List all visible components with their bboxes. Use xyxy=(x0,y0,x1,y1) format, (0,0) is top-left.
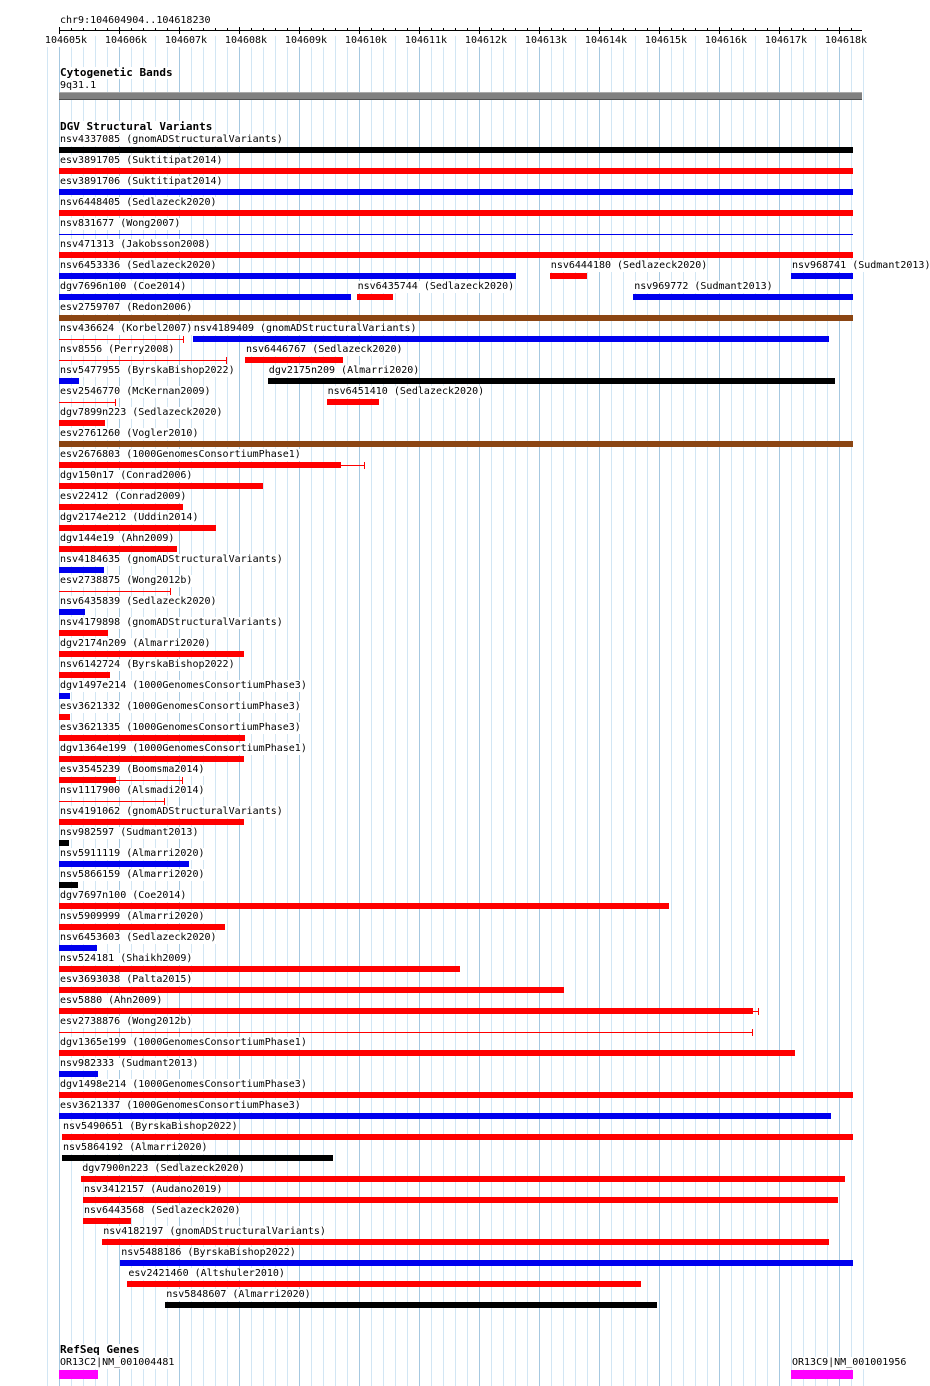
ruler-tick xyxy=(83,28,84,31)
variant-label[interactable]: esv3545239 (Boomsma2014) xyxy=(60,764,205,775)
variant-bar[interactable] xyxy=(59,360,227,361)
variant-bar[interactable] xyxy=(550,273,587,279)
ruler-tick xyxy=(827,28,828,31)
ruler-tick xyxy=(371,28,372,31)
ruler-tick xyxy=(443,28,444,31)
ruler-tick-label: 104608k xyxy=(224,35,268,46)
variant-bar[interactable] xyxy=(59,987,564,993)
variant-label[interactable]: esv3891705 (Suktitipat2014) xyxy=(60,155,223,166)
variant-label[interactable]: nsv6453336 (Sedlazeck2020) xyxy=(60,260,217,271)
ruler-tick xyxy=(299,27,300,34)
variant-bar[interactable] xyxy=(633,294,853,300)
variant-bar[interactable] xyxy=(59,735,245,741)
variant-bar[interactable] xyxy=(59,294,351,300)
cytoband-bar[interactable] xyxy=(59,92,862,100)
variant-bar[interactable] xyxy=(59,693,70,699)
location-label: chr9:104604904..104618230 xyxy=(60,15,211,26)
ruler-tick-label: 104614k xyxy=(584,35,628,46)
ruler-tick xyxy=(287,28,288,31)
ruler-tick xyxy=(71,28,72,31)
variant-bar[interactable] xyxy=(59,1071,98,1077)
ruler-tick xyxy=(395,28,396,31)
variant-bar[interactable] xyxy=(59,1092,853,1098)
ruler-tick-label: 104617k xyxy=(764,35,808,46)
variant-label[interactable]: esv5880 (Ahn2009) xyxy=(60,995,163,1006)
ruler-tick xyxy=(311,28,312,31)
ruler-tick xyxy=(455,28,456,31)
variant-bar[interactable] xyxy=(59,567,104,573)
variant-bar[interactable] xyxy=(102,1239,829,1245)
variant-label[interactable]: nsv6444180 (Sedlazeck2020) xyxy=(550,260,708,271)
variant-label[interactable]: nsv1117900 (Alsmadi2014) xyxy=(60,785,205,796)
ruler-tick-label: 104612k xyxy=(464,35,508,46)
variant-bar[interactable] xyxy=(59,882,78,888)
variant-bar[interactable] xyxy=(268,378,835,384)
variant-label[interactable]: nsv4179898 (gnomADStructuralVariants) xyxy=(60,617,283,628)
variant-label[interactable]: esv2738875 (Wong2012b) xyxy=(60,575,193,586)
variant-bar[interactable] xyxy=(791,273,853,279)
variant-bar[interactable] xyxy=(59,756,244,762)
variant-label[interactable]: dgv2174e212 (Uddin2014) xyxy=(60,512,199,523)
variant-label[interactable]: nsv6453603 (Sedlazeck2020) xyxy=(60,932,217,943)
variant-bar-end xyxy=(182,777,183,784)
ruler-tick xyxy=(275,28,276,31)
variant-label[interactable]: dgv150n17 (Conrad2006) xyxy=(60,470,193,481)
variant-bar[interactable] xyxy=(59,591,171,592)
variant-label[interactable]: nsv5490651 (ByrskaBishop2022) xyxy=(63,1121,238,1132)
ruler-tick xyxy=(503,28,504,31)
ruler-tick xyxy=(731,28,732,31)
variant-bar-end xyxy=(164,798,165,805)
variant-bar[interactable] xyxy=(165,1302,657,1308)
variant-label[interactable]: nsv3412157 (Audano2019) xyxy=(84,1184,223,1195)
variant-label[interactable]: nsv6435839 (Sedlazeck2020) xyxy=(60,596,217,607)
variant-label[interactable]: nsv968741 (Sudmant2013) xyxy=(792,260,930,271)
variant-label[interactable]: esv2738876 (Wong2012b) xyxy=(60,1016,193,1027)
ruler-tick xyxy=(419,27,420,34)
gene-label[interactable]: OR13C2|NM_001004481 xyxy=(60,1357,175,1368)
ruler-tick xyxy=(755,28,756,31)
ruler-tick xyxy=(599,27,600,34)
ruler-tick xyxy=(95,28,96,31)
variant-label[interactable]: nsv6446767 (Sedlazeck2020) xyxy=(246,344,403,355)
ruler-tick xyxy=(107,28,108,31)
ruler-tick-label: 104605k xyxy=(44,35,88,46)
variant-bar-end xyxy=(170,588,171,595)
variant-bar[interactable] xyxy=(81,1176,845,1182)
variant-bar[interactable] xyxy=(59,504,183,510)
variant-label[interactable]: nsv4191062 (gnomADStructuralVariants) xyxy=(60,806,283,817)
variant-label[interactable]: nsv6448405 (Sedlazeck2020) xyxy=(60,197,217,208)
variant-bar-extension[interactable] xyxy=(341,465,365,466)
variant-bar[interactable] xyxy=(59,339,184,340)
variant-label[interactable]: dgv1364e199 (1000GenomesConsortiumPhase1) xyxy=(60,743,307,754)
ruler-tick xyxy=(719,27,720,34)
ruler-tick xyxy=(839,27,840,34)
ruler-tick xyxy=(251,28,252,31)
variant-label[interactable]: dgv7697n100 (Coe2014) xyxy=(60,890,187,901)
ruler-tick xyxy=(611,28,612,31)
variant-label[interactable]: esv3621337 (1000GenomesConsortiumPhase3) xyxy=(60,1100,301,1111)
ruler-tick xyxy=(551,28,552,31)
variant-label[interactable]: nsv831677 (Wong2007) xyxy=(60,218,181,229)
ruler-tick xyxy=(203,28,204,31)
variant-label[interactable]: esv3621332 (1000GenomesConsortiumPhase3) xyxy=(60,701,301,712)
variant-label[interactable]: nsv6435744 (Sedlazeck2020) xyxy=(357,281,515,292)
variant-bar[interactable] xyxy=(120,1260,853,1266)
variant-label[interactable]: dgv1498e214 (1000GenomesConsortiumPhase3) xyxy=(60,1079,307,1090)
variant-label[interactable]: dgv1365e199 (1000GenomesConsortiumPhase1) xyxy=(60,1037,307,1048)
variant-bar[interactable] xyxy=(327,399,379,405)
variant-bar-end xyxy=(226,357,227,364)
gene-bar[interactable] xyxy=(791,1370,853,1379)
variant-label[interactable]: esv3621335 (1000GenomesConsortiumPhase3) xyxy=(60,722,301,733)
variant-bar[interactable] xyxy=(62,1134,853,1140)
gene-label[interactable]: OR13C9|NM_001001956 xyxy=(792,1357,907,1368)
ruler-tick xyxy=(431,28,432,31)
variant-label[interactable]: nsv982597 (Sudmant2013) xyxy=(60,827,199,838)
variant-bar[interactable] xyxy=(59,252,853,258)
variant-label[interactable]: esv2761260 (Vogler2010) xyxy=(60,428,199,439)
variant-label[interactable]: nsv5477955 (ByrskaBishop2022) xyxy=(60,365,235,376)
ruler-tick xyxy=(491,28,492,31)
variant-label[interactable]: nsv5866159 (Almarri2020) xyxy=(60,869,205,880)
ruler-tick xyxy=(407,28,408,31)
variant-bar[interactable] xyxy=(62,1155,333,1161)
variant-bar[interactable] xyxy=(59,903,669,909)
ruler-tick-label: 104609k xyxy=(284,35,328,46)
dgv-track-title: DGV Structural Variants xyxy=(60,120,213,133)
ruler-tick-label: 104610k xyxy=(344,35,388,46)
variant-label[interactable]: nsv436624 (Korbel2007) xyxy=(60,323,193,334)
variant-bar[interactable] xyxy=(59,189,853,195)
ruler-tick xyxy=(167,28,168,31)
ruler-tick xyxy=(515,28,516,31)
ruler-tick-label: 104611k xyxy=(404,35,448,46)
variant-label[interactable]: esv22412 (Conrad2009) xyxy=(60,491,187,502)
ruler-tick xyxy=(179,27,180,34)
ruler-tick-label: 104616k xyxy=(704,35,748,46)
variant-label[interactable]: esv2759707 (Redon2006) xyxy=(60,302,193,313)
gene-bar[interactable] xyxy=(59,1370,98,1379)
ruler-tick xyxy=(59,27,60,34)
variant-bar[interactable] xyxy=(59,441,853,447)
cytoband-track-title: Cytogenetic Bands xyxy=(60,66,173,79)
variant-label[interactable]: nsv4184635 (gnomADStructuralVariants) xyxy=(60,554,283,565)
variant-label[interactable]: dgv1497e214 (1000GenomesConsortiumPhase3) xyxy=(60,680,307,691)
variant-bar-end xyxy=(364,462,365,469)
variant-bar[interactable] xyxy=(59,801,165,802)
variant-bar-end xyxy=(752,1029,753,1036)
variant-bar[interactable] xyxy=(59,1050,795,1056)
ruler-tick xyxy=(575,28,576,31)
variant-label[interactable]: dgv144e19 (Ahn2009) xyxy=(60,533,175,544)
variant-label[interactable]: nsv5864192 (Almarri2020) xyxy=(63,1142,208,1153)
ruler-tick xyxy=(791,28,792,31)
variant-label[interactable]: nsv6443568 (Sedlazeck2020) xyxy=(84,1205,241,1216)
ruler-tick xyxy=(635,28,636,31)
ruler-tick xyxy=(695,28,696,31)
variant-bar[interactable] xyxy=(59,819,244,825)
ruler-tick xyxy=(779,27,780,34)
variant-bar[interactable] xyxy=(59,273,516,279)
variant-label[interactable]: nsv8556 (Perry2008) xyxy=(60,344,175,355)
variant-label[interactable]: nsv524181 (Shaikh2009) xyxy=(60,953,193,964)
variant-label[interactable]: nsv5848607 (Almarri2020) xyxy=(166,1289,311,1300)
ruler-tick xyxy=(119,27,120,34)
ruler-tick xyxy=(347,28,348,31)
variant-bar[interactable] xyxy=(59,630,108,636)
variant-bar[interactable] xyxy=(59,234,853,235)
ruler-tick xyxy=(215,28,216,31)
variant-bar[interactable] xyxy=(193,336,829,342)
ruler-tick xyxy=(191,28,192,31)
refseq-track-title: RefSeq Genes xyxy=(60,1343,140,1356)
variant-label[interactable]: nsv4337085 (gnomADStructuralVariants) xyxy=(60,134,283,145)
variant-bar[interactable] xyxy=(59,1032,753,1033)
variant-bar[interactable] xyxy=(59,378,79,384)
variant-bar[interactable] xyxy=(59,462,341,468)
ruler-tick xyxy=(263,28,264,31)
variant-bar[interactable] xyxy=(59,651,244,657)
ruler-tick xyxy=(707,28,708,31)
variant-label[interactable]: nsv4189409 (gnomADStructuralVariants) xyxy=(193,323,417,334)
ruler-tick-label: 104618k xyxy=(824,35,868,46)
ruler-tick xyxy=(383,28,384,31)
ruler-tick-label: 104615k xyxy=(644,35,688,46)
variant-label[interactable]: dgv7899n223 (Sedlazeck2020) xyxy=(60,407,223,418)
variant-label[interactable]: nsv5909999 (Almarri2020) xyxy=(60,911,205,922)
variant-bar[interactable] xyxy=(59,315,853,321)
ruler-tick xyxy=(563,28,564,31)
variant-label[interactable]: nsv5488186 (ByrskaBishop2022) xyxy=(121,1247,296,1258)
variant-label[interactable]: dgv2174n209 (Almarri2020) xyxy=(60,638,211,649)
cytoband-label: 9q31.1 xyxy=(60,80,97,91)
variant-bar[interactable] xyxy=(83,1197,838,1203)
variant-bar[interactable] xyxy=(59,777,116,783)
variant-label[interactable]: dgv7696n100 (Coe2014) xyxy=(60,281,187,292)
variant-bar[interactable] xyxy=(59,609,85,615)
variant-label[interactable]: esv3693038 (Palta2015) xyxy=(60,974,193,985)
variant-bar[interactable] xyxy=(59,924,225,930)
variant-bar[interactable] xyxy=(59,525,216,531)
ruler-tick xyxy=(767,28,768,31)
ruler-tick xyxy=(803,28,804,31)
ruler-tick xyxy=(743,28,744,31)
variant-bar[interactable] xyxy=(59,1113,831,1119)
variant-bar[interactable] xyxy=(59,966,460,972)
ruler-tick xyxy=(479,27,480,34)
variant-label[interactable]: dgv7900n223 (Sedlazeck2020) xyxy=(82,1163,245,1174)
ruler-tick xyxy=(323,28,324,31)
variant-label[interactable]: esv3891706 (Suktitipat2014) xyxy=(60,176,223,187)
ruler-tick xyxy=(671,28,672,31)
ruler-tick xyxy=(587,28,588,31)
variant-label[interactable]: nsv471313 (Jakobsson2008) xyxy=(60,239,211,250)
variant-label[interactable]: esv2676803 (1000GenomesConsortiumPhase1) xyxy=(60,449,301,460)
variant-bar[interactable] xyxy=(59,420,105,426)
variant-label[interactable]: dgv2175n209 (Almarri2020) xyxy=(268,365,420,376)
ruler-tick xyxy=(131,28,132,31)
variant-bar[interactable] xyxy=(59,861,189,867)
variant-label[interactable]: nsv5911119 (Almarri2020) xyxy=(60,848,205,859)
ruler-tick xyxy=(155,28,156,31)
ruler-tick xyxy=(239,27,240,34)
ruler-tick xyxy=(539,27,540,34)
variant-label[interactable]: nsv982333 (Sudmant2013) xyxy=(60,1058,199,1069)
ruler-tick-label: 104607k xyxy=(164,35,208,46)
ruler-tick xyxy=(359,27,360,34)
variant-label[interactable]: nsv4182197 (gnomADStructuralVariants) xyxy=(103,1226,326,1237)
variant-bar[interactable] xyxy=(127,1281,641,1287)
variant-bar[interactable] xyxy=(59,945,97,951)
variant-bar[interactable] xyxy=(59,168,853,174)
variant-label[interactable]: esv2546770 (McKernan2009) xyxy=(60,386,211,397)
variant-bar[interactable] xyxy=(59,714,70,720)
variant-bar[interactable] xyxy=(59,147,853,153)
ruler-tick xyxy=(467,28,468,31)
ruler-tick xyxy=(227,28,228,31)
variant-bar[interactable] xyxy=(83,1218,131,1224)
variant-label[interactable]: nsv6142724 (ByrskaBishop2022) xyxy=(60,659,235,670)
variant-bar-end xyxy=(758,1008,759,1015)
variant-bar-end xyxy=(115,399,116,406)
ruler-tick xyxy=(647,28,648,31)
variant-bar[interactable] xyxy=(59,402,116,403)
ruler-tick xyxy=(815,28,816,31)
ruler-tick xyxy=(527,28,528,31)
variant-bar[interactable] xyxy=(59,672,110,678)
ruler-tick xyxy=(659,27,660,34)
variant-bar[interactable] xyxy=(59,840,69,846)
ruler-tick xyxy=(143,28,144,31)
ruler-tick xyxy=(851,28,852,31)
variant-label[interactable]: esv2421460 (Altshuler2010) xyxy=(128,1268,285,1279)
variant-label[interactable]: nsv969772 (Sudmant2013) xyxy=(634,281,773,292)
ruler-tick-label: 104613k xyxy=(524,35,568,46)
variant-bar[interactable] xyxy=(357,294,393,300)
variant-bar[interactable] xyxy=(59,210,853,216)
ruler-tick-label: 104606k xyxy=(104,35,148,46)
ruler-tick xyxy=(335,28,336,31)
ruler-tick xyxy=(683,28,684,31)
variant-bar[interactable] xyxy=(59,546,177,552)
ruler-tick xyxy=(623,28,624,31)
variant-bar-extension[interactable] xyxy=(116,780,183,781)
variant-bar[interactable] xyxy=(59,1008,753,1014)
variant-bar[interactable] xyxy=(59,483,263,489)
variant-label[interactable]: nsv6451410 (Sedlazeck2020) xyxy=(327,386,485,397)
variant-bar[interactable] xyxy=(245,357,343,363)
variant-bar-end xyxy=(183,336,184,343)
